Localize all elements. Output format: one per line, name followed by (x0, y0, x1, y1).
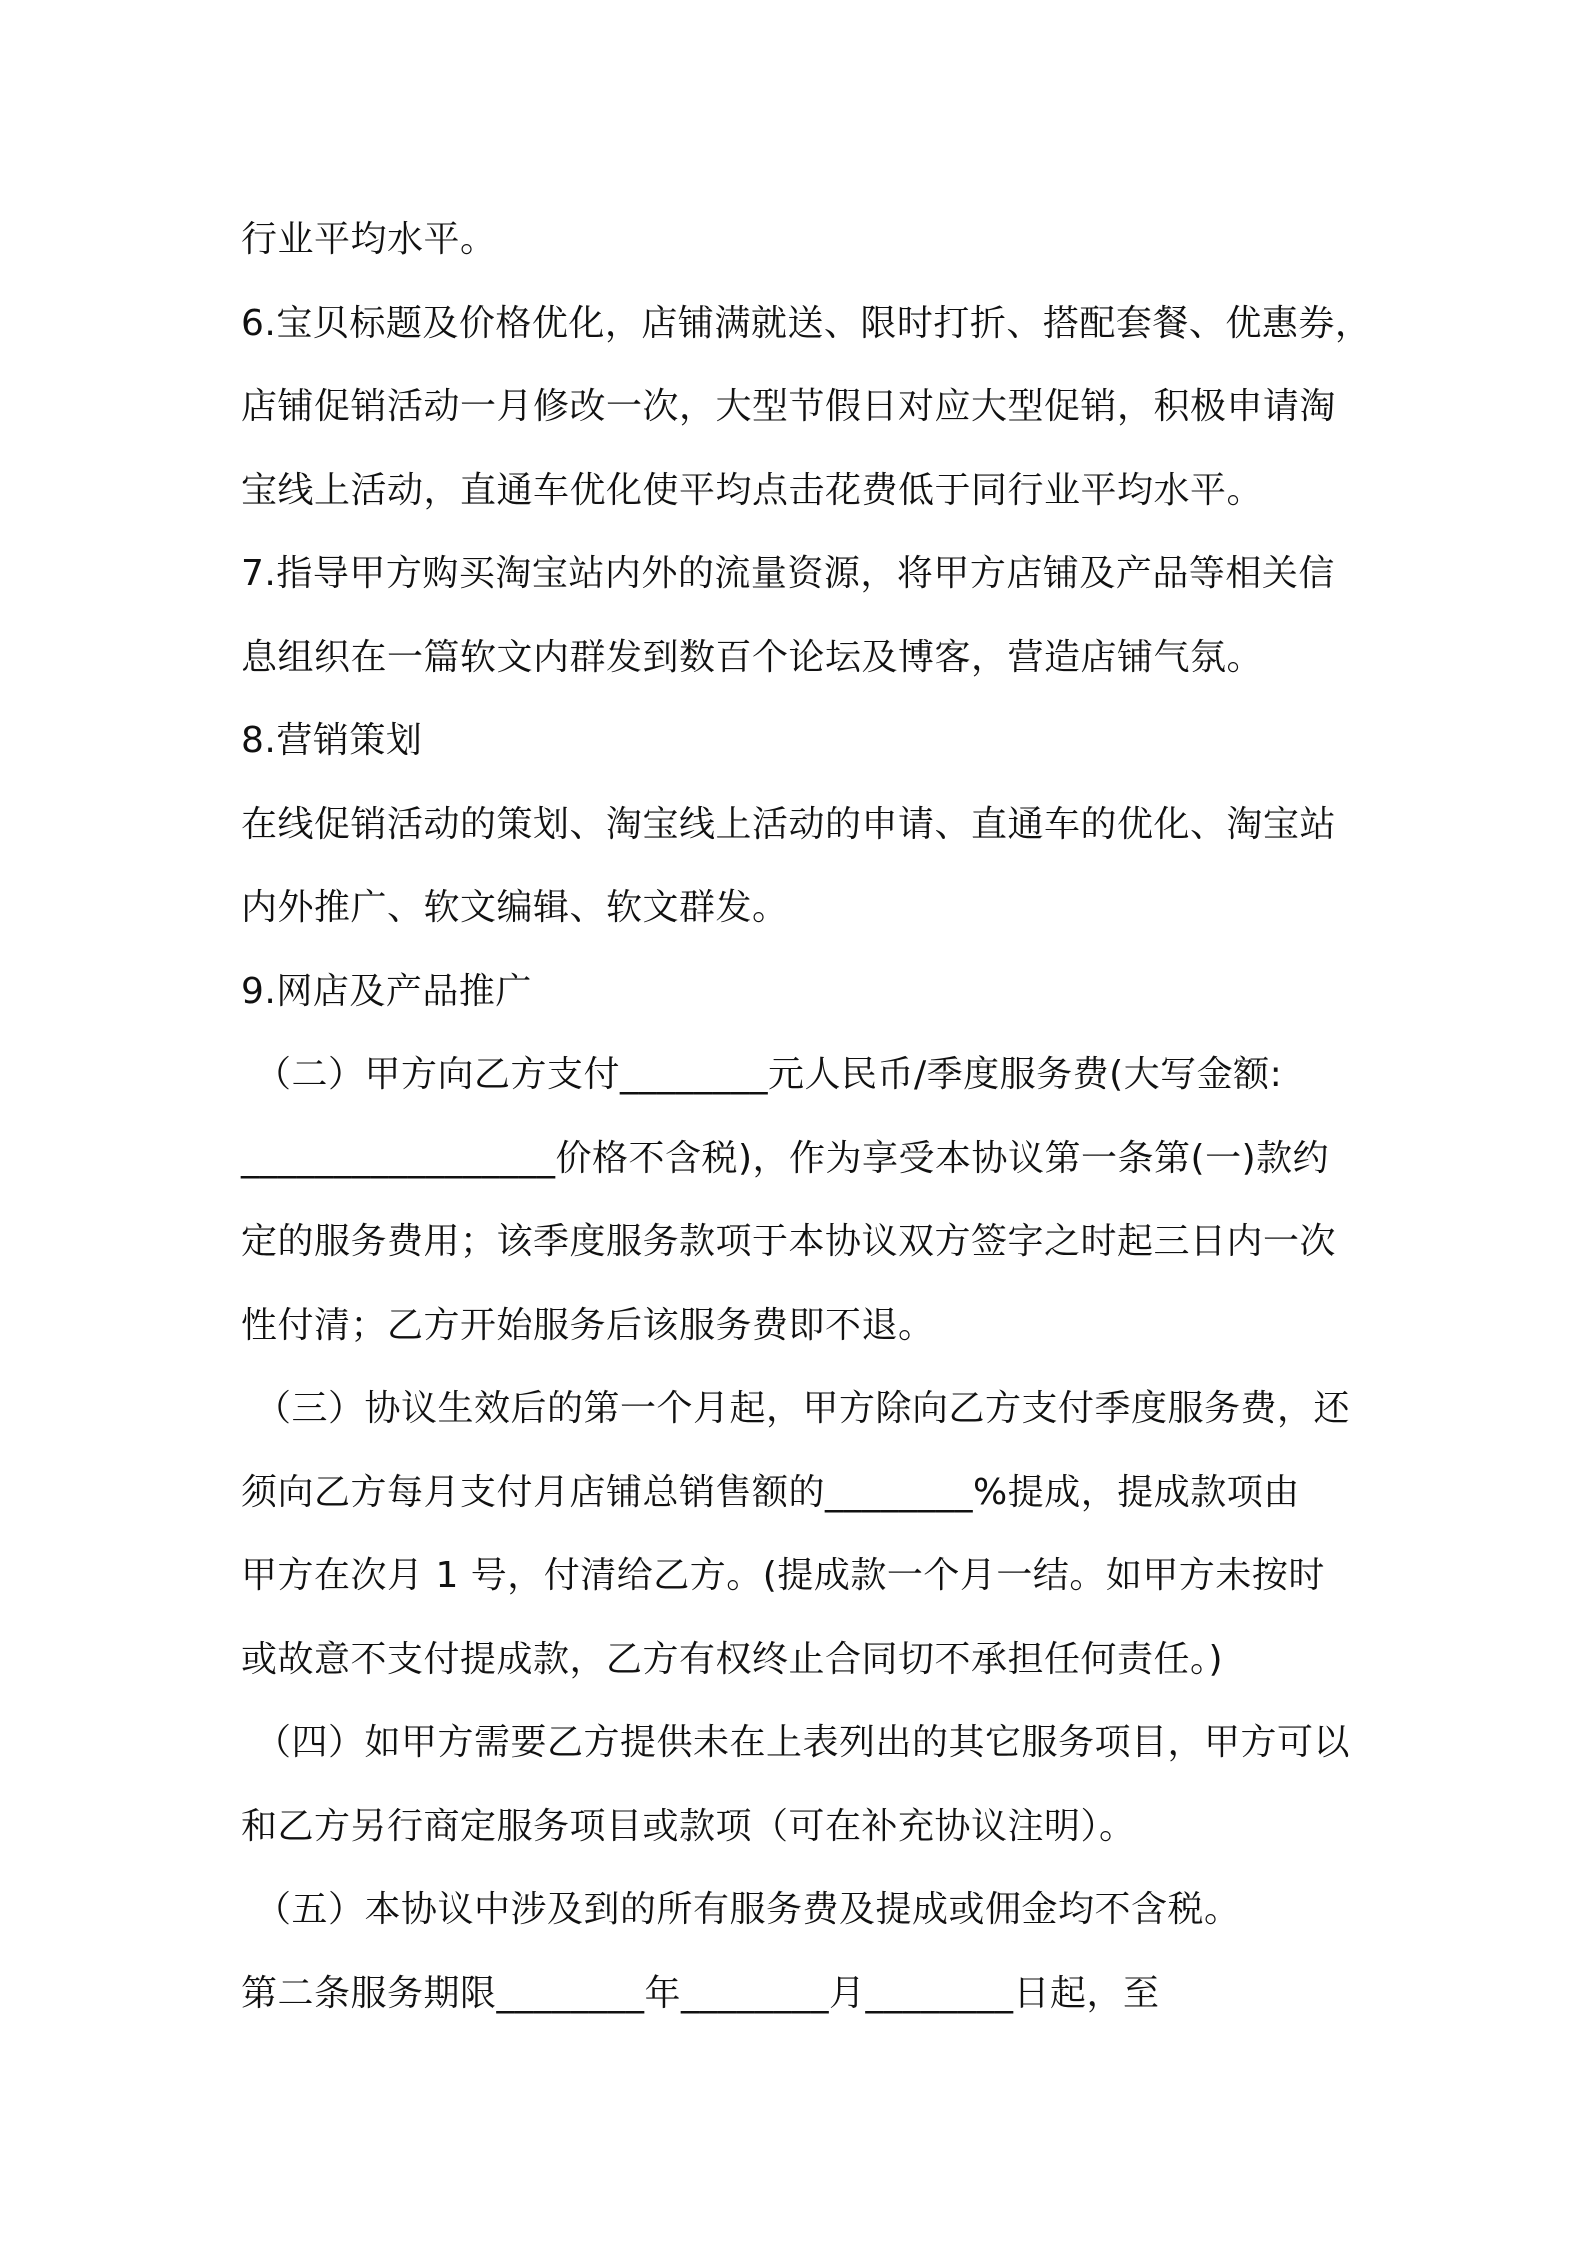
section-heading: 9.网店及产品推广 (241, 970, 532, 1012)
document-body (241, 198, 1372, 2035)
text-line: 内外推广、软文编辑、软文群发。 (241, 887, 789, 928)
text-line: 6.宝贝标题及价格优化，店铺满就送、限时打折、搭配套餐、优惠券， (241, 302, 1372, 344)
text-line: _________________价格不含税)，作为享受本协议第一条第(一)款约 (241, 1137, 1330, 1179)
article-line: 第二条服务期限________年________月________日起，至 (241, 1972, 1160, 2014)
section-heading: 8.营销策划 (241, 720, 423, 761)
text-line: 定的服务费用；该季度服务款项于本协议双方签字之时起三日内一次 (241, 1221, 1337, 1262)
text-line: 性付清；乙方开始服务后该服务费即不退。 (241, 1304, 935, 1346)
clause-line: （五）本协议中涉及到的所有服务费及提成或佣金均不含税。 (255, 1889, 1241, 1930)
text-line: 宝线上活动，直通车优化使平均点击花费低于同行业平均水平。 (241, 469, 1264, 511)
text-line: 店铺促销活动一月修改一次，大型节假日对应大型促销，积极申请淘 (241, 386, 1337, 427)
clause-line: （四）如甲方需要乙方提供未在上表列出的其它服务项目，甲方可以 (255, 1722, 1351, 1763)
text-line: 在线促销活动的策划、淘宝线上活动的申请、直通车的优化、淘宝站 (241, 803, 1337, 845)
clause-line: （三）协议生效后的第一个月起，甲方除向乙方支付季度服务费，还 (255, 1388, 1351, 1429)
text-line: 息组织在一篇软文内群发到数百个论坛及博客，营造店铺气氛。 (241, 636, 1264, 678)
text-line: 甲方在次月 1 号，付清给乙方。(提成款一个月一结。如甲方未按时 (241, 1555, 1325, 1596)
text-line: 须向乙方每月支付月店铺总销售额的________%提成，提成款项由 (241, 1471, 1300, 1513)
text-line: 和乙方另行商定服务项目或款项（可在补充协议注明）。 (241, 1805, 1136, 1847)
text-line: 行业平均水平。 (241, 219, 497, 260)
text-line: 或故意不支付提成款，乙方有权终止合同切不承担任何责任。) (241, 1638, 1224, 1680)
clause-line: （二）甲方向乙方支付________元人民币/季度服务费(大写金额: (255, 1054, 1283, 1095)
text-line: 7.指导甲方购买淘宝站内外的流量资源，将甲方店铺及产品等相关信 (241, 553, 1335, 594)
